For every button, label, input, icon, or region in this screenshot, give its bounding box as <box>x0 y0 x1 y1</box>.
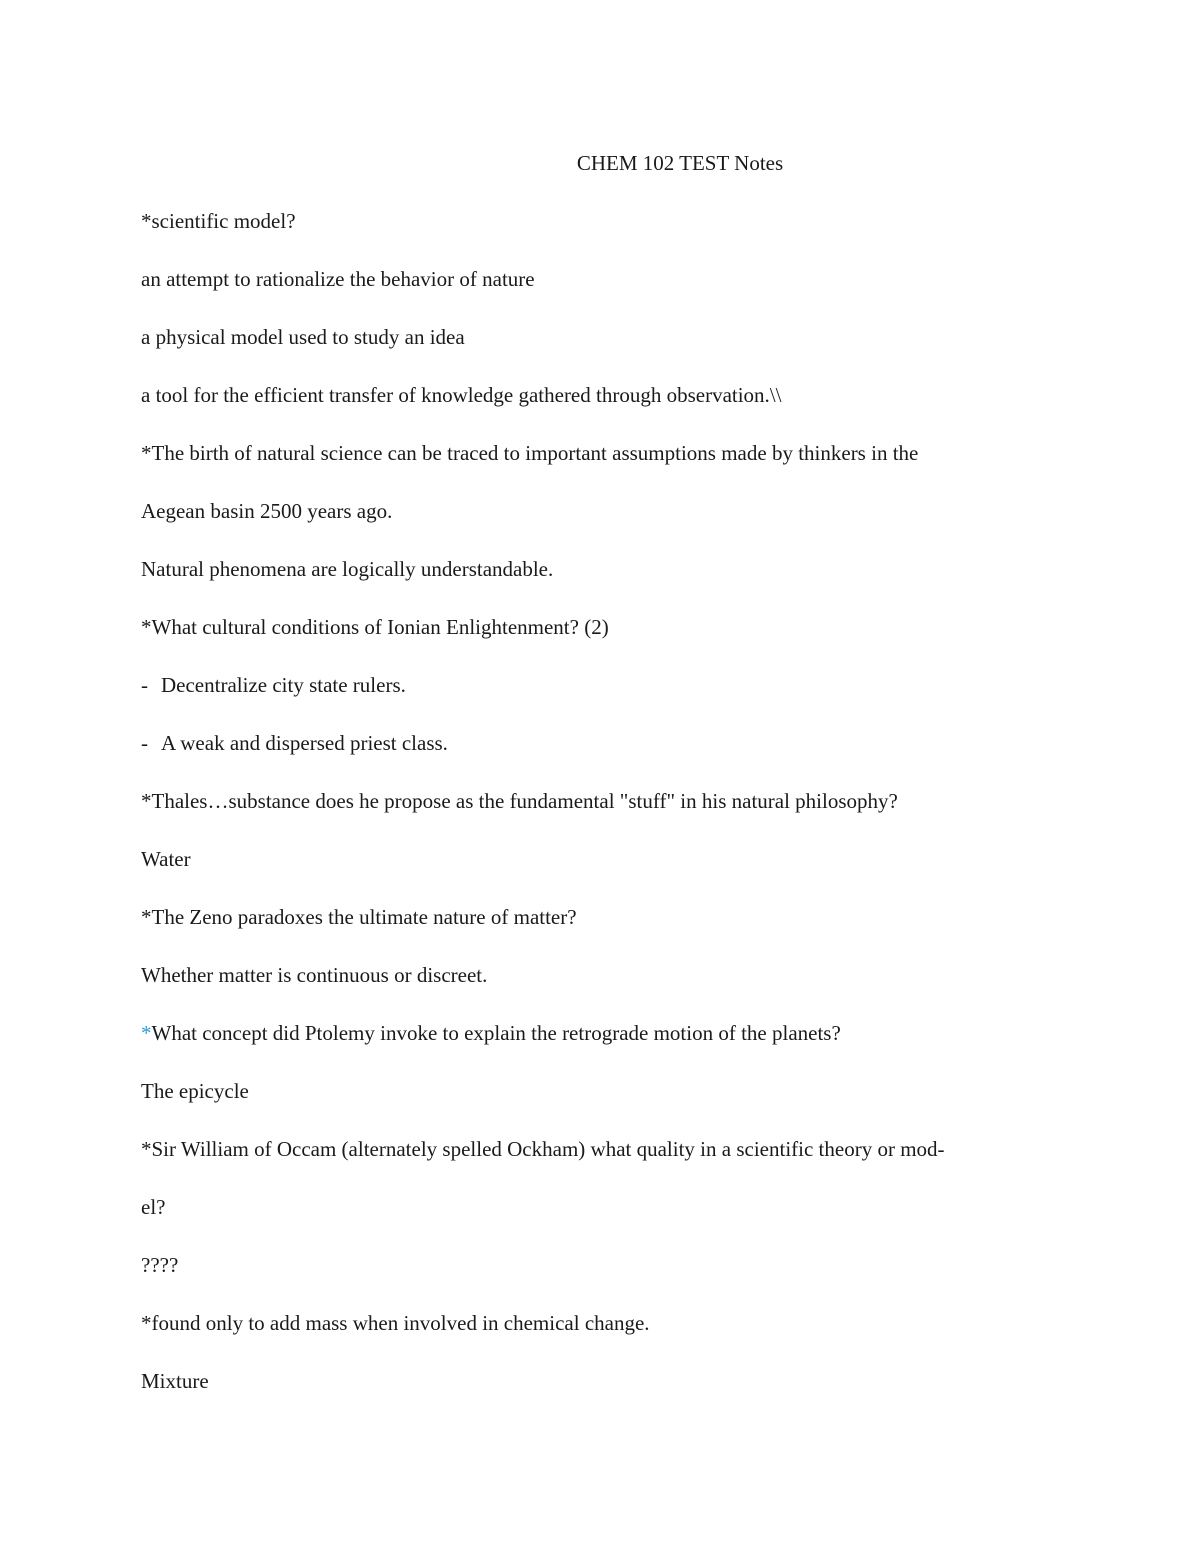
note-line: el? <box>141 1195 166 1219</box>
dash-marker: - <box>141 673 148 697</box>
note-line <box>141 1018 1061 1076</box>
note-list-item-text: A weak and dispersed priest class. <box>161 731 448 755</box>
note-line: Water <box>141 847 191 871</box>
note-line: *scientific model? <box>141 209 296 233</box>
note-list-item <box>141 728 1061 786</box>
note-line: Natural phenomena are logically understandable. <box>141 557 554 581</box>
note-line: *Sir William of Occam (alternately spelled Ockham) what quality in a scientific theory or mod- <box>141 1137 945 1161</box>
note-line: an attempt to rationalize the behavior of nature <box>141 267 535 291</box>
dash-marker: - <box>141 731 148 755</box>
note-list-item-text: Decentralize city state rulers. <box>161 673 406 697</box>
note-line: *The Zeno paradoxes the ultimate nature of matter? <box>141 905 577 929</box>
notes-body <box>141 206 1061 1424</box>
note-line: Mixture <box>141 1369 209 1393</box>
note-line: *What cultural conditions of Ionian Enlightenment? (2) <box>141 615 609 639</box>
accent-asterisk: * <box>141 1021 152 1045</box>
note-line: *found only to add mass when involved in chemical change. <box>141 1311 650 1335</box>
note-line: Whether matter is continuous or discreet. <box>141 963 488 987</box>
note-line: *Thales…substance does he propose as the fundamental "stuff" in his natural philosophy? <box>141 789 898 813</box>
note-list-item <box>141 670 1061 728</box>
page-title: CHEM 102 TEST Notes <box>576 151 784 175</box>
note-line: *The birth of natural science can be traced to important assumptions made by thinkers in the <box>141 441 919 465</box>
note-line: Aegean basin 2500 years ago. <box>141 499 393 523</box>
note-line: a physical model used to study an idea <box>141 325 465 349</box>
note-line-text: What concept did Ptolemy invoke to explain the retrograde motion of the planets? <box>151 1021 841 1045</box>
note-line: The epicycle <box>141 1079 249 1103</box>
note-line: a tool for the efficient transfer of knowledge gathered through observation.\\ <box>141 383 782 407</box>
note-line: ???? <box>141 1253 179 1277</box>
